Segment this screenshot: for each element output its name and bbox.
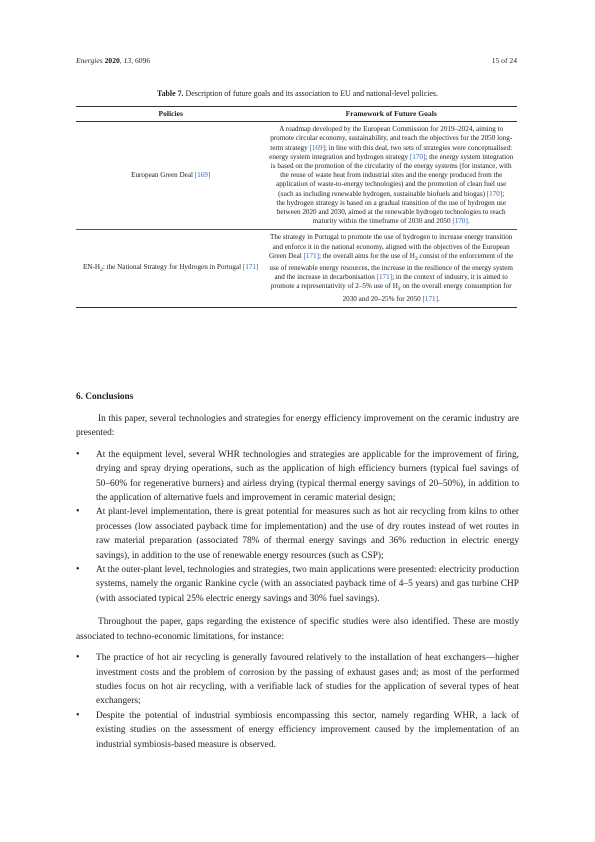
citation-link[interactable]: [171] (376, 273, 393, 282)
bullet-list-approaches (76, 448, 519, 606)
framework-cell: A roadmap developed by the European Commission for 2019–2024, aiming to promote circular economy, sustainability, and reach the objectives for the 2050 long-term strategy [169]; in line with this deal, two sets of strategies were conceptualised: energy system integration and hydrogen strategy [170]; the energy system integration is based on the promotion of the circularity of the energy systems (for instance, with the reuse of waste heat from industrial sites and the energy produced from the application of waste-to-energy technologies) and the promotion of clean fuel use (such as including renewable hydrogen, sustainable biofuels and biogas) [170]; the hydrogen strategy is based on a gradual transition of the use of hydrogen use between 2020 and 2030, aimed at the renewable hydrogen technologies to reach maturity within the timeframe of 2030 and 2050 [170]. (265, 122, 517, 230)
intro-paragraph: In this paper, several technologies and strategies for energy efficiency improvement on the ceramic industry are presented: (76, 414, 519, 439)
bullet-list-gaps (76, 651, 519, 752)
list-item: • At the outer-plant level, technologies and strategies, two main applications were presented: electricity production systems, namely the organic Rankine cycle (with an associated payback time of 4–5 years) and gas turbine CHP (with associated typical 25% electric energy savings and 30% fuel savings). (76, 563, 519, 606)
list-item: • At plant-level implementation, there is great potential for measures such as hot air recycling from kilns to other processes (low associated payback time for implementation) and the use of dry routes instead of wet routes in raw material preparation (associated 78% of thermal energy savings and 36% reduction in electric energy savings), in addition to the use of renewable energy resources (such as CSP); (76, 505, 519, 563)
table-row (76, 230, 517, 307)
journal-citation: Energies 2020, 13, 6096 (76, 56, 151, 65)
policy-cell (76, 230, 265, 307)
section-heading: 6. Conclusions (76, 392, 134, 402)
list-item: • The practice of hot air recycling is generally favoured relatively to the installation of heat exchangers—higher investment costs and the problem of corrosion by the passing of exhaust gases and; as most of the performed studies focus on hot air recycling, with a verifiable lack of studies for the application of several types of heat exchangers; (76, 651, 519, 709)
citation-link[interactable]: [170] (452, 217, 468, 226)
table-caption: Table 7. Description of future goals and its association to EU and national-level policies. (157, 89, 438, 98)
citation-link[interactable]: [170] (486, 189, 503, 198)
subscript: 2 (414, 255, 418, 262)
citation-link[interactable]: [169] (309, 143, 325, 152)
body-text (76, 412, 519, 752)
column-header-policies: Policies (76, 107, 265, 122)
list-item: • Despite the potential of industrial symbiosis encompassing this sector, namely regarding WHR, a lack of existing studies on the assessment of energy efficiency improvement caused by the implementation of an industrial symbiosis-based measure is observed. (76, 709, 519, 752)
framework-cell: The strategy in Portugal to promote the use of hydrogen to increase energy transition and enforce it in the national economy, aligned with the objectives of the European Green Deal [171]; the overall aims for the use of $H_2$ consist of the enforcement of the use of renewable energy resources, the increase in the resilience of the energy system and the increase in decarbonisation [171]; in the context of industry, it is aimed to promote a representativity of 2–5% use of $H_2$ on the overall energy consumption for 2030 and 20–25% for 2050 [171]. (265, 230, 517, 307)
citation-link[interactable]: [169] (194, 171, 211, 180)
policy-cell: European Green Deal [169] (76, 122, 265, 230)
table-row (76, 122, 517, 230)
citation-link[interactable]: [171] (242, 262, 259, 271)
citation-link[interactable]: [171] (422, 294, 438, 303)
subscript: 2 (100, 266, 103, 273)
list-item: • At the equipment level, several WHR technologies and strategies are applicable for the improvement of firing, drying and spray drying operations, such as the application of high efficiency burners (typical fuel savings of 50–60% for regenerative burners) and airless drying (typical thermal energy savings of 20–50%), in addition to the application of alternative fuels and improvement in ceramic material design; (76, 448, 519, 506)
policy-name: $EN-H_2$: the National Strategy for Hydrogen in Portugal (83, 262, 242, 273)
column-header-framework: Framework of Future Goals (265, 107, 517, 122)
page-header (76, 56, 517, 68)
citation-link[interactable]: [170] (409, 152, 426, 161)
subscript: 2 (397, 286, 401, 293)
citation-link[interactable]: [171] (303, 251, 319, 260)
gaps-paragraph: Throughout the paper, gaps regarding the existence of specific studies were also identified. These are mostly associated to techno-economic limitations, for instance: (76, 617, 519, 642)
policies-table (76, 106, 517, 308)
page-number: 15 of 24 (491, 56, 517, 65)
